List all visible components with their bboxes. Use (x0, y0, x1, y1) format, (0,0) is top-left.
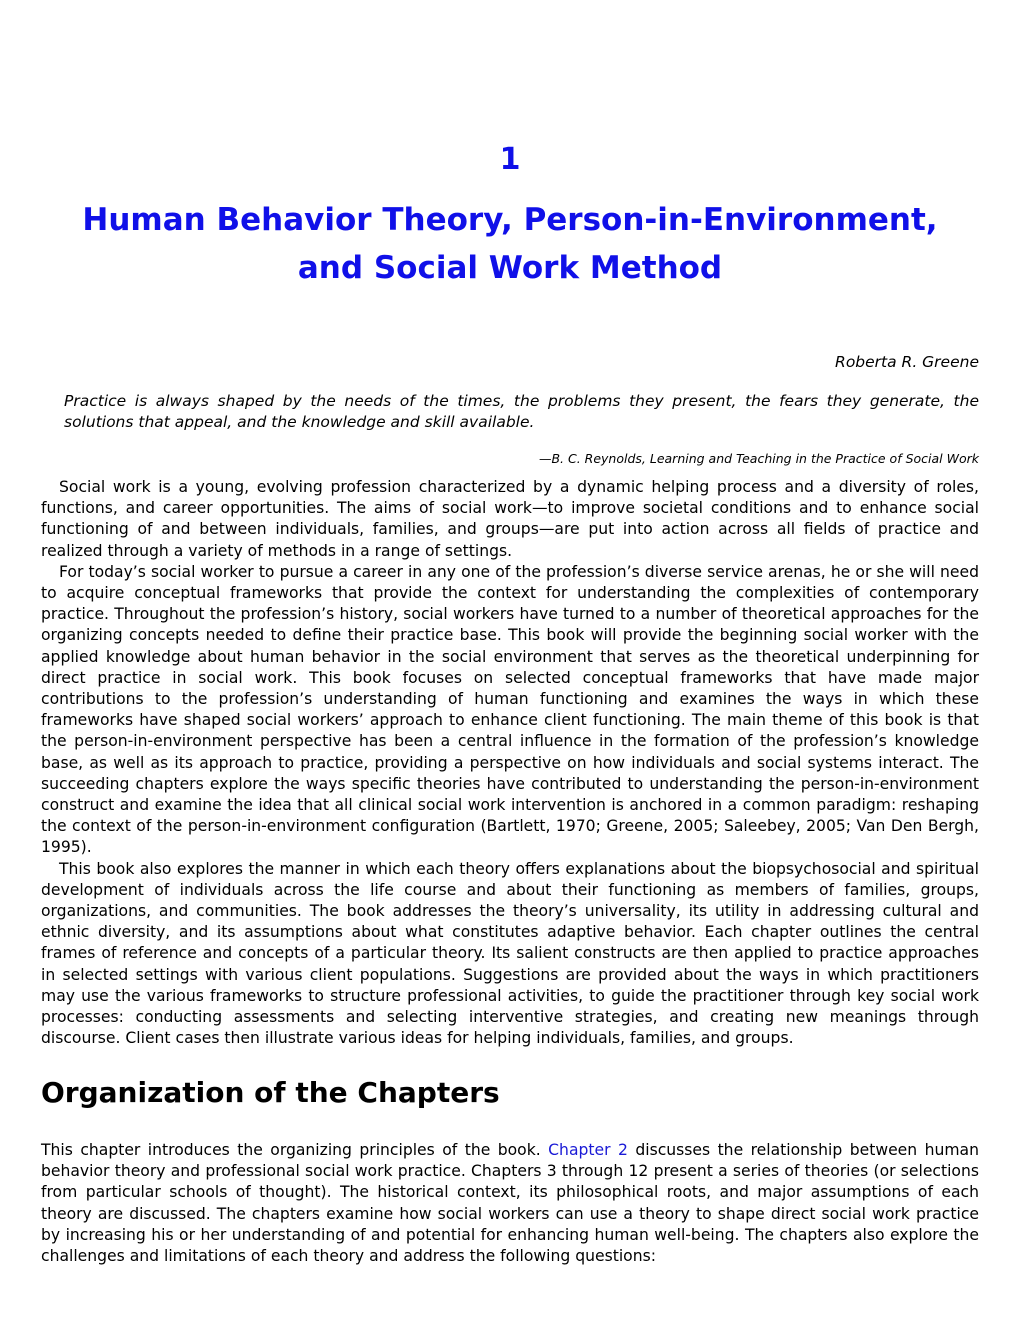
chapter-title-line-1: Human Behavior Theory, Person-in-Environment, (82, 202, 938, 238)
chapter-2-link[interactable]: Chapter 2 (548, 1141, 628, 1159)
epigraph-quote: Practice is always shaped by the needs of the times, the problems they present, the fears they generate, the solutions that appeal, and the knowledge and skill available. (64, 392, 979, 431)
chapter-number: 1 (499, 142, 521, 177)
epigraph-source: —B. C. Reynolds, Learning and Teaching in the Practice of Social Work (538, 451, 979, 466)
chapter-body (41, 477, 979, 1049)
chapter-title (41, 196, 979, 292)
section-text-after-link: discusses the relationship between human behavior theory and professional social work practice. Chapters 3 through 12 present a series of theories (or selections from particular schools of thought). The historical context, its philosophical roots, and major assumptions of each theory are discussed. The chapters examine how social workers can use a theory to shape direct social work practice by increasing his or her understanding of and potential for enhancing human well-being. The chapters also explore the challenges and limitations of each theory and address the following questions: (41, 1141, 979, 1266)
body-paragraph-3: This book also explores the manner in which each theory offers explanations about the biopsychosocial and spiritual development of individuals across the life course and about their functioning as members of families, groups, organizations, and communities. The book addresses the theory’s universality, its utility in addressing cultural and ethnic diversity, and its assumptions about what constitutes adaptive behavior. Each chapter outlines the central frames of reference and concepts of a particular theory. Its salient constructs are then applied to practice approaches in selected settings with various client populations. Suggestions are provided about the ways in which practitioners may use the various frameworks to structure professional activities, to guide the practitioner through key social work processes: conducting assessments and selecting interventive strategies, and creating new meanings through discourse. Client cases then illustrate various ideas for helping individuals, families, and groups. (41, 859, 979, 1048)
section-paragraph (41, 1140, 979, 1267)
body-paragraph-1: Social work is a young, evolving profession characterized by a dynamic helping process and a diversity of roles, functions, and career opportunities. The aims of social work—to improve societal conditions and to enhance social functioning of and between individuals, families, and groups—are put into action across all fields of practice and realized through a variety of methods in a range of settings. (41, 478, 979, 560)
section-text-before-link: This chapter introduces the organizing principles of the book. (41, 1141, 549, 1159)
chapter-title-line-2: and Social Work Method (297, 250, 723, 286)
body-paragraph-2: For today’s social worker to pursue a career in any one of the profession’s diverse service arenas, he or she will need to acquire conceptual frameworks that provide the context for understanding the complexities of contemporary practice. Throughout the profession’s history, social workers have turned to a number of theoretical approaches for the organizing concepts needed to define their practice base. This book will provide the beginning social worker with the applied knowledge about human behavior in the social environment that serves as the theoretical underpinning for direct practice in social work. This book focuses on selected conceptual frameworks that have made major contributions to the profession’s understanding of human functioning and examines the ways in which these frameworks have shaped social workers’ approach to enhance client functioning. The main theme of this book is that the person-in-environment perspective has been a central influence in the formation of the profession’s knowledge base, as well as its approach to practice, providing a perspective on how individuals and social systems interact. The succeeding chapters explore the ways specific theories have contributed to understanding the person-in-environment construct and examine the idea that all clinical social work intervention is anchored in a common paradigm: reshaping the context of the person-in-environment configuration (Bartlett, 1970; Greene, 2005; Saleebey, 2005; Van Den Bergh, 1995). (41, 562, 979, 857)
chapter-author: Roberta R. Greene (835, 353, 979, 371)
section-heading: Organization of the Chapters (41, 1076, 500, 1109)
